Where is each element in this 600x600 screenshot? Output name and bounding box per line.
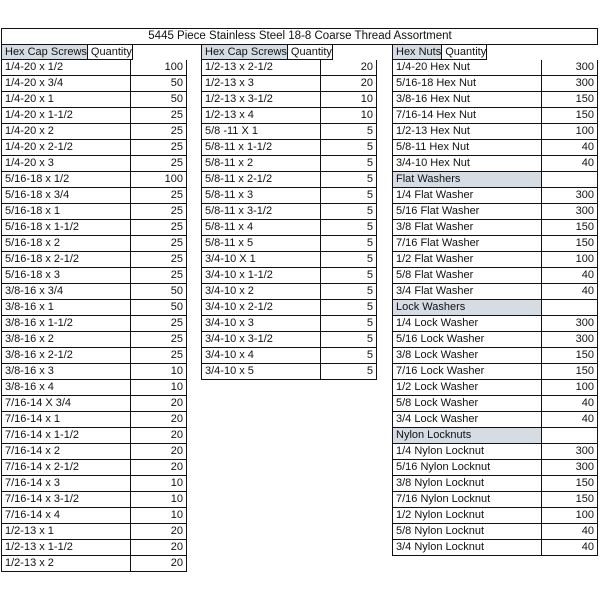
item-quantity: 25 <box>131 332 187 348</box>
table-row <box>392 412 598 428</box>
item-name: 5/16-18 x 3 <box>1 268 131 284</box>
table-row <box>1 108 187 124</box>
item-name: 1/2-13 x 2-1/2 <box>201 60 321 76</box>
item-name: 3/4-10 x 2 <box>201 284 321 300</box>
item-name: 1/2-13 x 1-1/2 <box>1 540 131 556</box>
item-name: 3/8-16 Hex Nut <box>392 92 542 108</box>
item-name: 3/8-16 x 3/4 <box>1 284 131 300</box>
item-name: 3/8 Nylon Locknut <box>392 476 542 492</box>
item-quantity: 150 <box>542 364 598 380</box>
page-title: 5445 Piece Stainless Steel 18-8 Coarse Thread Assortment <box>148 30 452 42</box>
section-header <box>392 300 598 316</box>
item-quantity: 50 <box>131 76 187 92</box>
item-name: 5/8-11 x 3-1/2 <box>201 204 321 220</box>
table-row <box>1 172 187 188</box>
table-row <box>1 444 187 460</box>
table-row <box>201 252 377 268</box>
table-row <box>392 364 598 380</box>
item-name: 5/8 Flat Washer <box>392 268 542 284</box>
item-quantity: 25 <box>131 204 187 220</box>
item-name: 3/4 Lock Washer <box>392 412 542 428</box>
item-quantity: 50 <box>131 92 187 108</box>
item-name: 1/4 Nylon Locknut <box>392 444 542 460</box>
item-quantity: 5 <box>321 140 377 156</box>
item-name: 5/16-18 Hex Nut <box>392 76 542 92</box>
item-quantity: 300 <box>542 188 598 204</box>
item-quantity: 150 <box>542 236 598 252</box>
item-quantity: 10 <box>131 492 187 508</box>
table-row <box>1 460 187 476</box>
item-quantity: 40 <box>542 156 598 172</box>
item-name: 5/16 Nylon Locknut <box>392 460 542 476</box>
item-name: 7/16-14 X 3/4 <box>1 396 131 412</box>
table-row <box>1 412 187 428</box>
item-name: 3/4-10 x 2-1/2 <box>201 300 321 316</box>
table-row <box>392 252 598 268</box>
table-row <box>392 140 598 156</box>
table-row <box>392 108 598 124</box>
item-quantity: 5 <box>321 124 377 140</box>
table-row <box>392 348 598 364</box>
item-name: 1/4-20 x 1 <box>1 92 131 108</box>
table-row <box>1 268 187 284</box>
item-name: 1/4 Lock Washer <box>392 316 542 332</box>
table-row <box>201 156 377 172</box>
item-quantity: 5 <box>321 268 377 284</box>
item-quantity: 25 <box>131 124 187 140</box>
table-row <box>392 332 598 348</box>
item-quantity: 150 <box>542 220 598 236</box>
table-row <box>392 492 598 508</box>
item-quantity: 150 <box>542 108 598 124</box>
item-quantity: 20 <box>321 76 377 92</box>
item-name: 5/8-11 x 2 <box>201 156 321 172</box>
item-quantity: 20 <box>131 556 187 572</box>
table-row <box>392 236 598 252</box>
table-nuts-washers <box>392 44 598 556</box>
item-quantity: 100 <box>542 508 598 524</box>
item-name: 3/8-16 x 4 <box>1 380 131 396</box>
table-row <box>201 108 377 124</box>
table-row <box>201 348 377 364</box>
table-row <box>1 252 187 268</box>
item-name: 1/2-13 x 4 <box>201 108 321 124</box>
table-row <box>392 524 598 540</box>
item-quantity: 5 <box>321 332 377 348</box>
item-name: 7/16 Nylon Locknut <box>392 492 542 508</box>
item-quantity: 5 <box>321 252 377 268</box>
item-name: 3/8 Flat Washer <box>392 220 542 236</box>
table-row <box>392 76 598 92</box>
item-quantity: 25 <box>131 348 187 364</box>
table-row <box>392 460 598 476</box>
table-row <box>1 556 187 572</box>
item-quantity: 100 <box>131 60 187 76</box>
item-name: 1/2 Flat Washer <box>392 252 542 268</box>
item-name: 1/4-20 x 3/4 <box>1 76 131 92</box>
table-row <box>392 188 598 204</box>
table-row <box>1 428 187 444</box>
item-quantity: 20 <box>321 60 377 76</box>
item-quantity: 40 <box>542 524 598 540</box>
item-name: 5/16 Flat Washer <box>392 204 542 220</box>
item-quantity: 5 <box>321 172 377 188</box>
item-quantity: 25 <box>131 188 187 204</box>
section-header <box>392 428 598 444</box>
table-row <box>1 60 187 76</box>
section-title: Nylon Locknuts <box>392 428 542 444</box>
table-row <box>392 396 598 412</box>
item-quantity: 150 <box>542 476 598 492</box>
item-name: 3/4-10 x 5 <box>201 364 321 380</box>
item-name: 5/8-11 x 1-1/2 <box>201 140 321 156</box>
item-quantity: 25 <box>131 156 187 172</box>
item-quantity: 20 <box>131 412 187 428</box>
header-quantity <box>542 172 598 188</box>
header-quantity: Quantity <box>88 44 133 60</box>
section-header <box>392 44 598 60</box>
item-name: 5/16-18 x 1/2 <box>1 172 131 188</box>
header-quantity: Quantity <box>288 44 333 60</box>
table-row <box>201 284 377 300</box>
item-quantity: 40 <box>542 284 598 300</box>
item-quantity: 10 <box>131 508 187 524</box>
item-quantity: 300 <box>542 316 598 332</box>
item-quantity: 300 <box>542 204 598 220</box>
item-name: 5/8-11 x 3 <box>201 188 321 204</box>
item-name: 5/16-18 x 2-1/2 <box>1 252 131 268</box>
table-row <box>392 540 598 556</box>
item-name: 3/4-10 X 1 <box>201 252 321 268</box>
item-name: 5/8-11 x 4 <box>201 220 321 236</box>
table-row <box>392 316 598 332</box>
item-name: 1/4 Flat Washer <box>392 188 542 204</box>
item-name: 3/4 Nylon Locknut <box>392 540 542 556</box>
table-row <box>1 364 187 380</box>
item-name: 7/16-14 x 3 <box>1 476 131 492</box>
item-quantity: 5 <box>321 220 377 236</box>
table-row <box>392 444 598 460</box>
table-row <box>392 380 598 396</box>
item-quantity: 150 <box>542 92 598 108</box>
item-name: 5/16-18 x 1-1/2 <box>1 220 131 236</box>
table-row <box>201 268 377 284</box>
table-row <box>1 204 187 220</box>
item-quantity: 40 <box>542 268 598 284</box>
item-quantity: 5 <box>321 300 377 316</box>
item-name: 1/4-20 x 1/2 <box>1 60 131 76</box>
table-row <box>1 396 187 412</box>
item-name: 3/4 Flat Washer <box>392 284 542 300</box>
table-row <box>392 476 598 492</box>
item-quantity: 300 <box>542 332 598 348</box>
item-quantity: 50 <box>131 300 187 316</box>
item-name: 3/4-10 x 4 <box>201 348 321 364</box>
table-row <box>1 188 187 204</box>
item-name: 5/8 Lock Washer <box>392 396 542 412</box>
item-name: 3/4-10 x 3 <box>201 316 321 332</box>
item-name: 3/4-10 x 3-1/2 <box>201 332 321 348</box>
item-name: 7/16-14 Hex Nut <box>392 108 542 124</box>
item-name: 1/2 Lock Washer <box>392 380 542 396</box>
item-quantity: 5 <box>321 284 377 300</box>
table-row <box>1 140 187 156</box>
item-quantity: 20 <box>131 444 187 460</box>
item-quantity: 10 <box>321 92 377 108</box>
item-name: 7/16-14 x 2-1/2 <box>1 460 131 476</box>
item-quantity: 10 <box>131 364 187 380</box>
table-row <box>1 524 187 540</box>
table-row <box>201 76 377 92</box>
table-header <box>1 44 187 60</box>
item-name: 1/2-13 x 1 <box>1 524 131 540</box>
table-row <box>1 220 187 236</box>
table-row <box>1 348 187 364</box>
header-quantity <box>542 428 598 444</box>
item-quantity: 25 <box>131 140 187 156</box>
section-title: Hex Nuts <box>392 44 442 60</box>
item-quantity: 5 <box>321 188 377 204</box>
item-quantity: 25 <box>131 220 187 236</box>
item-name: 5/8-11 x 2-1/2 <box>201 172 321 188</box>
header-quantity: Quantity <box>442 44 487 60</box>
item-quantity: 100 <box>131 172 187 188</box>
item-quantity: 300 <box>542 460 598 476</box>
table-row <box>392 284 598 300</box>
item-quantity: 20 <box>131 396 187 412</box>
table-row <box>1 476 187 492</box>
item-name: 5/8 -11 X 1 <box>201 124 321 140</box>
item-quantity: 25 <box>131 316 187 332</box>
section-title: Lock Washers <box>392 300 542 316</box>
table-row <box>1 492 187 508</box>
table-row <box>201 204 377 220</box>
item-quantity: 20 <box>131 540 187 556</box>
table-row <box>1 76 187 92</box>
item-quantity: 10 <box>321 108 377 124</box>
table-row <box>392 60 598 76</box>
item-quantity: 5 <box>321 204 377 220</box>
table-row <box>392 156 598 172</box>
item-quantity: 300 <box>542 60 598 76</box>
item-quantity: 150 <box>542 492 598 508</box>
table-row <box>201 220 377 236</box>
item-quantity: 5 <box>321 316 377 332</box>
table-row <box>1 540 187 556</box>
item-quantity: 5 <box>321 236 377 252</box>
table-body <box>392 44 598 556</box>
item-name: 1/2-13 Hex Nut <box>392 124 542 140</box>
table-row <box>201 300 377 316</box>
item-quantity: 10 <box>131 476 187 492</box>
table-row <box>1 316 187 332</box>
item-name: 1/4-20 x 1-1/2 <box>1 108 131 124</box>
item-name: 1/2-13 x 3-1/2 <box>201 92 321 108</box>
item-quantity: 40 <box>542 140 598 156</box>
item-name: 7/16-14 x 1 <box>1 412 131 428</box>
item-quantity: 40 <box>542 540 598 556</box>
item-quantity: 100 <box>542 124 598 140</box>
item-quantity: 25 <box>131 108 187 124</box>
item-name: 5/16 Lock Washer <box>392 332 542 348</box>
table-row <box>201 60 377 76</box>
item-name: 5/16-18 x 2 <box>1 236 131 252</box>
header-name: Hex Cap Screws <box>201 44 288 60</box>
table-hex-cap-screws-2 <box>201 44 377 380</box>
table-row <box>392 508 598 524</box>
item-quantity: 25 <box>131 268 187 284</box>
table-row <box>201 140 377 156</box>
table-row <box>1 508 187 524</box>
item-name: 5/8 Nylon Locknut <box>392 524 542 540</box>
item-quantity: 25 <box>131 252 187 268</box>
item-quantity: 25 <box>131 236 187 252</box>
item-quantity: 300 <box>542 444 598 460</box>
item-quantity: 150 <box>542 348 598 364</box>
item-name: 3/8-16 x 3 <box>1 364 131 380</box>
table-body <box>201 60 377 380</box>
table-row <box>1 300 187 316</box>
table-row <box>392 124 598 140</box>
table-row <box>1 380 187 396</box>
item-name: 5/8-11 x 5 <box>201 236 321 252</box>
table-row <box>201 124 377 140</box>
item-quantity: 50 <box>131 284 187 300</box>
item-quantity: 5 <box>321 156 377 172</box>
table-row <box>201 188 377 204</box>
table-row <box>201 332 377 348</box>
table-body <box>1 60 187 572</box>
item-quantity: 100 <box>542 252 598 268</box>
item-name: 1/2-13 x 2 <box>1 556 131 572</box>
item-name: 7/16-14 x 4 <box>1 508 131 524</box>
item-name: 5/16-18 x 3/4 <box>1 188 131 204</box>
table-row <box>201 236 377 252</box>
table-row <box>392 220 598 236</box>
table-row <box>1 92 187 108</box>
section-header <box>392 172 598 188</box>
item-name: 7/16 Flat Washer <box>392 236 542 252</box>
item-name: 3/8-16 x 1-1/2 <box>1 316 131 332</box>
item-name: 1/4-20 x 3 <box>1 156 131 172</box>
item-name: 7/16 Lock Washer <box>392 364 542 380</box>
table-row <box>201 172 377 188</box>
table-hex-cap-screws-1 <box>1 44 187 572</box>
item-name: 3/4-10 Hex Nut <box>392 156 542 172</box>
item-quantity: 20 <box>131 428 187 444</box>
item-quantity: 40 <box>542 412 598 428</box>
item-name: 3/8-16 x 2 <box>1 332 131 348</box>
table-row <box>201 316 377 332</box>
item-quantity: 20 <box>131 524 187 540</box>
table-row <box>201 92 377 108</box>
item-name: 5/16-18 x 1 <box>1 204 131 220</box>
table-row <box>201 364 377 380</box>
item-name: 1/4-20 x 2 <box>1 124 131 140</box>
item-quantity: 300 <box>542 76 598 92</box>
table-row <box>1 156 187 172</box>
item-name: 5/8-11 Hex Nut <box>392 140 542 156</box>
header-name: Hex Cap Screws <box>1 44 88 60</box>
table-row <box>1 284 187 300</box>
item-name: 1/4-20 x 2-1/2 <box>1 140 131 156</box>
item-name: 7/16-14 x 2 <box>1 444 131 460</box>
table-row <box>1 236 187 252</box>
item-quantity: 5 <box>321 348 377 364</box>
table-row <box>1 332 187 348</box>
item-name: 3/8-16 x 2-1/2 <box>1 348 131 364</box>
table-row <box>392 92 598 108</box>
item-name: 7/16-14 x 1-1/2 <box>1 428 131 444</box>
item-quantity: 5 <box>321 364 377 380</box>
item-quantity: 40 <box>542 396 598 412</box>
item-name: 1/2 Nylon Locknut <box>392 508 542 524</box>
item-name: 1/2-13 x 3 <box>201 76 321 92</box>
item-name: 1/4-20 Hex Nut <box>392 60 542 76</box>
header-quantity <box>542 300 598 316</box>
item-name: 3/4-10 x 1-1/2 <box>201 268 321 284</box>
table-row <box>1 124 187 140</box>
item-name: 3/8 Lock Washer <box>392 348 542 364</box>
item-name: 3/8-16 x 1 <box>1 300 131 316</box>
table-header <box>201 44 377 60</box>
section-title: Flat Washers <box>392 172 542 188</box>
item-quantity: 100 <box>542 380 598 396</box>
item-quantity: 10 <box>131 380 187 396</box>
item-quantity: 20 <box>131 460 187 476</box>
table-row <box>392 268 598 284</box>
table-row <box>392 204 598 220</box>
item-name: 7/16-14 x 3-1/2 <box>1 492 131 508</box>
